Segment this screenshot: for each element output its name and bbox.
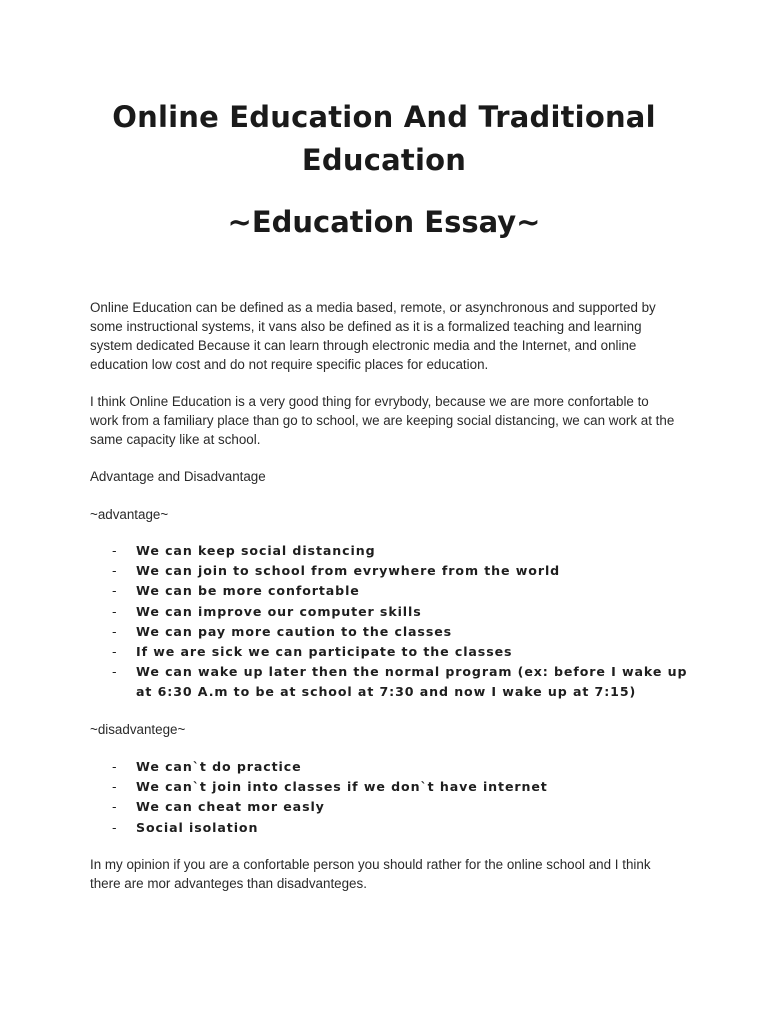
- bullet-dash: -: [112, 779, 117, 795]
- disadvantages-list: [112, 757, 692, 838]
- list-item: [112, 777, 692, 797]
- list-item-text: We can`t do practice: [136, 759, 302, 774]
- bullet-dash: -: [112, 583, 117, 599]
- disadvantage-label: ~disadvantege~: [90, 722, 186, 737]
- document-title: Online Education And Traditional Education: [112, 100, 656, 177]
- advantage-label: ~advantage~: [90, 507, 169, 522]
- list-item-text: We can join to school from evrywhere from the world: [136, 563, 561, 579]
- list-item: [112, 642, 692, 662]
- bullet-dash: -: [112, 623, 117, 639]
- bullet-dash: -: [112, 819, 117, 835]
- bullet-dash: -: [112, 563, 117, 579]
- opinion-paragraph: I think Online Education is a very good thing for evrybody, because we are more confortable to work from a familiary place than go to school, we are keeping social distancing, we can work at the same capacity like at school.: [90, 394, 675, 447]
- list-item: [112, 622, 692, 642]
- intro-paragraph: Online Education can be defined as a media based, remote, or asynchronous and supported by some instructional systems, it vans also be defined as it is a formalized teaching and learning system dedicated Because it can learn through electronic media and the Internet, and online education low cost and do not require specific places for education.: [90, 300, 656, 372]
- list-item: [112, 757, 692, 777]
- list-item: [112, 541, 692, 561]
- list-item-text: We can cheat mor easly: [136, 799, 325, 815]
- bullet-dash: -: [112, 603, 117, 619]
- conclusion-paragraph: In my opinion if you are a confortable person you should rather for the online school and I think there are mor advanteges than disadvanteges.: [90, 857, 651, 891]
- document-subtitle: ~Education Essay~: [227, 205, 541, 239]
- bullet-dash: -: [112, 759, 117, 774]
- list-item-text: We can wake up later then the normal program (ex: before I wake up at 6:30 A.m to be at school at 7:30 and now I wake up at 7:15): [136, 664, 688, 700]
- advantages-list: [112, 541, 692, 703]
- bullet-dash: -: [112, 644, 117, 660]
- list-item-text: We can keep social distancing: [136, 543, 376, 558]
- list-item-text: We can improve our computer skills: [136, 603, 422, 619]
- bullet-dash: -: [112, 664, 117, 680]
- section-heading: Advantage and Disadvantage: [90, 469, 266, 484]
- list-item-text: If we are sick we can participate to the classes: [136, 644, 513, 660]
- list-item: [112, 602, 692, 622]
- list-item-text: We can be more confortable: [136, 583, 360, 599]
- list-item: [112, 561, 692, 581]
- bullet-dash: -: [112, 543, 117, 558]
- list-item: [112, 662, 692, 702]
- list-item: [112, 581, 692, 601]
- bullet-dash: -: [112, 799, 117, 815]
- list-item: [112, 797, 692, 817]
- list-item-text: We can`t join into classes if we don`t have internet: [136, 779, 548, 795]
- list-item-text: Social isolation: [136, 819, 259, 835]
- list-item-text: We can pay more caution to the classes: [136, 623, 453, 639]
- list-item: [112, 818, 692, 838]
